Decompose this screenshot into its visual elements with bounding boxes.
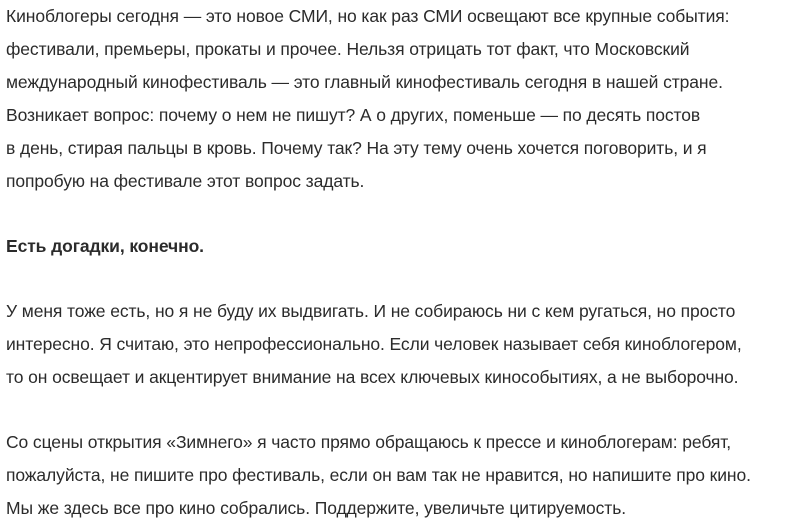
text-line: У меня тоже есть, но я не буду их выдвигать. И не собираюсь ни с кем ругаться, но просто: [6, 301, 736, 321]
paragraph-answer: [6, 295, 796, 394]
text-line: интересно. Я считаю, это непрофессионально. Если человек называет себя киноблогером,: [6, 334, 742, 354]
text-line: международный кинофестиваль — это главный кинофестиваль сегодня в нашей стране.: [6, 72, 723, 92]
paragraph-gap: [6, 263, 796, 295]
text-line: попробую на фестивале этот вопрос задать.: [6, 171, 365, 191]
text-line: Возникает вопрос: почему о нем не пишут? А о других, поменьше — по десять постов: [6, 105, 701, 125]
paragraph-gap: [6, 394, 796, 426]
text-line: Киноблогеры сегодня — это новое СМИ, но как раз СМИ освещают все крупные события:: [6, 6, 730, 26]
text-line: Со сцены открытия «Зимнего» я часто прямо обращаюсь к прессе и киноблогерам: ребят,: [6, 432, 731, 452]
paragraph-question: [6, 230, 796, 263]
text-line: фестивали, премьеры, прокаты и прочее. Нельзя отрицать тот факт, что Московский: [6, 39, 690, 59]
question-heading: Есть догадки, конечно.: [6, 236, 204, 256]
paragraph-closing: [6, 426, 796, 525]
text-line: пожалуйста, не пишите про фестиваль, если он вам так не нравится, но напишите про кино.: [6, 465, 751, 485]
paragraph-gap: [6, 198, 796, 230]
text-line: то он освещает и акцентирует внимание на всех ключевых кинособытиях, а не выборочно.: [6, 367, 739, 387]
paragraph-intro: [6, 0, 796, 198]
text-line: Мы же здесь все про кино собрались. Поддержите, увеличьте цитируемость.: [6, 498, 626, 518]
text-line: в день, стирая пальцы в кровь. Почему так? На эту тему очень хочется поговорить, и я: [6, 138, 707, 158]
article-body: [6, 0, 796, 525]
